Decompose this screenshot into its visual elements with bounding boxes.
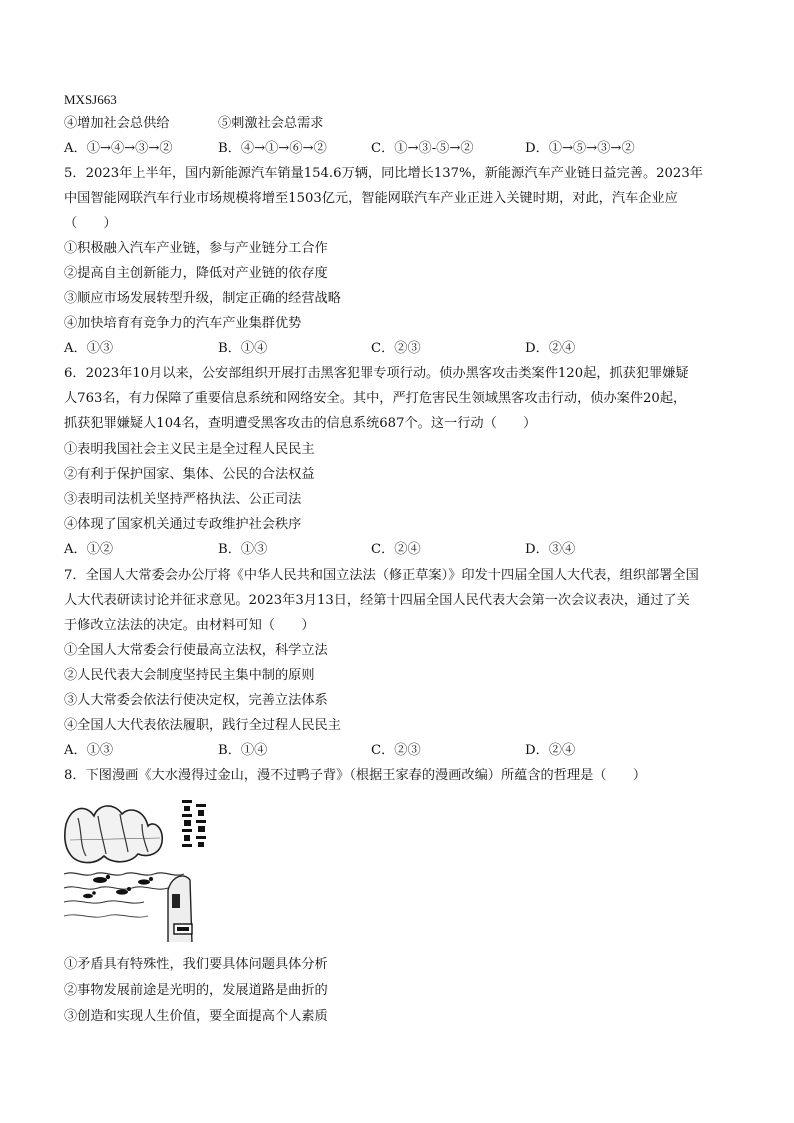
q5-option-a: A．①③ <box>64 341 114 356</box>
q4-option-a: A．①→④→③→② <box>64 141 173 156</box>
q5-item-4: ④加快培育有竞争力的汽车产业集群优势 <box>64 316 302 331</box>
q8-item-2: ②事物发展前途是光明的，发展道路是曲折的 <box>64 983 328 998</box>
q5-stem-line-3: （ ） <box>64 216 117 231</box>
q7-item-4: ④全国人大代表依法履职，践行全过程人民民主 <box>64 718 341 733</box>
cartoon-image <box>64 794 214 942</box>
q6-option-d: D．③④ <box>525 542 576 557</box>
q7-stem-line-2: 人大代表研读讨论并征求意见。2023年3月13日，经第十四届全国人民代表大会第一次会议表决，通过了关 <box>64 593 690 608</box>
q6-option-c: C．②④ <box>371 542 421 557</box>
q5-option-d: D．②④ <box>525 341 576 356</box>
q7-option-d: D．②④ <box>525 743 576 758</box>
q7-option-b: B．①④ <box>218 743 268 758</box>
q7-option-a: A．①③ <box>64 743 114 758</box>
q5-item-1: ①积极融入汽车产业链，参与产业链分工合作 <box>64 241 328 256</box>
q4-item-4: ④增加社会总供给 <box>64 116 170 131</box>
q4-option-d: D．①→⑤→③→② <box>525 141 635 156</box>
q6-item-4: ④体现了国家机关通过专政维护社会秩序 <box>64 517 302 532</box>
q4-option-b: B．④→①→⑥→② <box>218 141 327 156</box>
q8-item-3: ③创造和实现人生价值，要全面提高个人素质 <box>64 1009 328 1024</box>
q4-option-c: C．①→③-⑤→② <box>371 141 474 156</box>
q5-item-2: ②提高自主创新能力，降低对产业链的依存度 <box>64 266 328 281</box>
q6-item-3: ③表明司法机关坚持严格执法、公正司法 <box>64 492 302 507</box>
q6-option-a: A．①② <box>64 542 114 557</box>
q8-item-1: ①矛盾具有特殊性，我们要具体问题具体分析 <box>64 957 328 972</box>
q7-item-1: ①全国人大常委会行使最高立法权，科学立法 <box>64 643 328 658</box>
q4-item-5: ⑤刺激社会总需求 <box>218 116 324 131</box>
header-code: MXSJ663 <box>64 92 117 107</box>
q5-stem-line-2: 中国智能网联汽车行业市场规模将增至1503亿元，智能网联汽车产业正进入关键时期，对此，汽车企业应 <box>64 191 678 206</box>
q7-item-2: ②人民代表大会制度坚持民主集中制的原则 <box>64 668 315 683</box>
q6-item-1: ①表明我国社会主义民主是全过程人民民主 <box>64 442 315 457</box>
q6-stem-line-2: 人763名，有力保障了重要信息系统和网络安全。其中，严打危害民生领域黑客攻击行动，侦办案件20起， <box>64 391 687 406</box>
q7-stem-line-1: 7．全国人大常委会办公厅将《中华人民共和国立法法（修正草案）》印发十四届全国人大代表，组织部署全国 <box>64 568 699 583</box>
q6-stem-line-1: 6．2023年10月以来，公安部组织开展打击黑客犯罪专项行动。侦办黑客攻击类案件120起，抓获犯罪嫌疑 <box>64 366 689 381</box>
q6-stem-line-3: 抓获犯罪嫌疑人104名，查明遭受黑客攻击的信息系统687个。这一行动（ ） <box>64 416 537 431</box>
q7-stem-line-3: 于修改立法法的决定。由材料可知（ ） <box>64 618 315 633</box>
q5-option-c: C．②③ <box>371 341 421 356</box>
q6-item-2: ②有利于保护国家、集体、公民的合法权益 <box>64 467 315 482</box>
q7-option-c: C．②③ <box>371 743 421 758</box>
q8-stem: 8．下图漫画《大水漫得过金山，漫不过鸭子背》（根据王家春的漫画改编）所蕴含的哲理是（ ） <box>64 768 647 783</box>
q5-option-b: B．①④ <box>218 341 268 356</box>
q6-option-b: B．①③ <box>218 542 268 557</box>
q5-item-3: ③顺应市场发展转型升级，制定正确的经营战略 <box>64 291 341 306</box>
q5-stem-line-1: 5．2023年上半年，国内新能源汽车销量154.6万辆，同比增长137%，新能源汽车产业链日益完善。2023年 <box>64 166 703 181</box>
q7-item-3: ③人大常委会依法行使决定权，完善立法体系 <box>64 693 328 708</box>
